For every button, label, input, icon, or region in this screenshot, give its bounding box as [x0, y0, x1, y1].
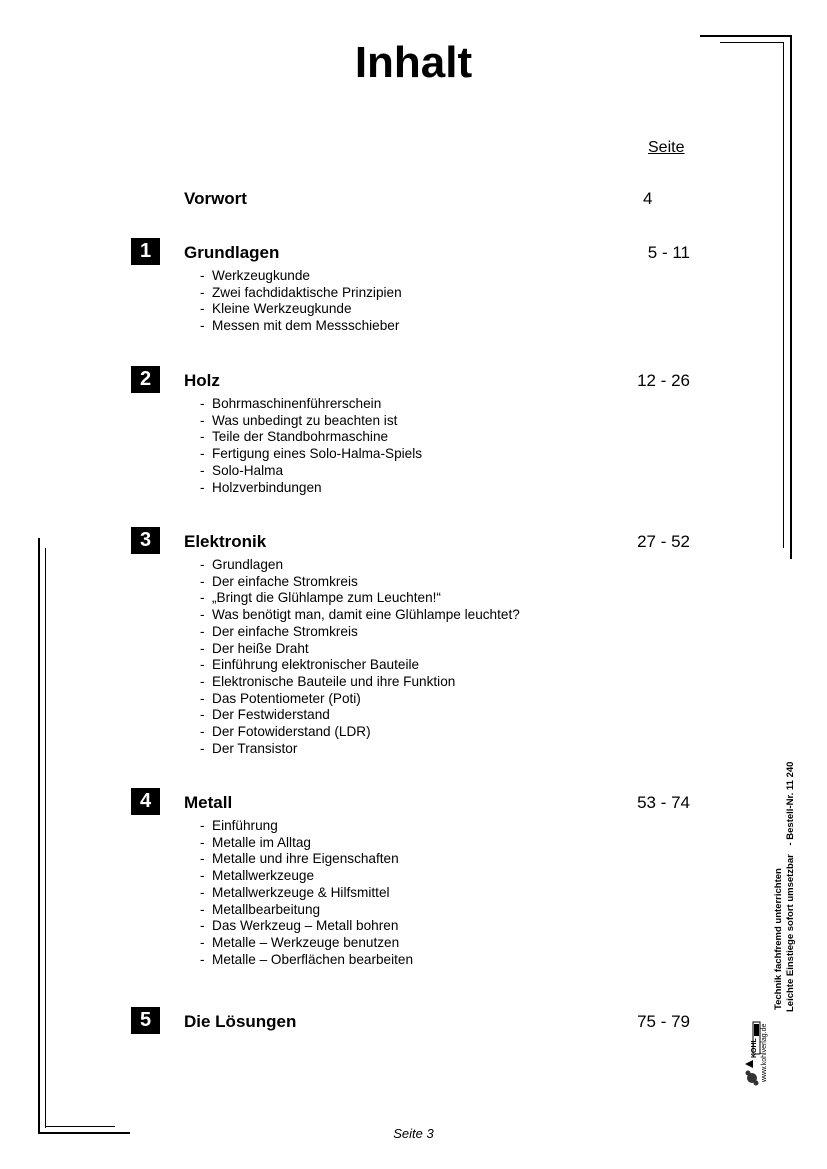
- list-item: - Metalle – Werkzeuge benutzen: [200, 934, 400, 950]
- frame-line-left-outer: [38, 538, 40, 1134]
- frame-line-top-inner: [720, 42, 784, 43]
- section-number-badge: 3: [131, 527, 160, 554]
- list-item: - Werkzeugkunde: [200, 268, 310, 283]
- list-item: - Der Fotowiderstand (LDR): [200, 724, 371, 740]
- section-title: Die Lösungen: [184, 1012, 297, 1031]
- list-item: - Der Festwiderstand: [200, 707, 330, 723]
- section-title: Holz: [184, 371, 220, 390]
- list-item: - Metallwerkzeuge & Hilfsmittel: [200, 884, 390, 900]
- list-item: - Einführung: [200, 818, 278, 833]
- section-number-badge: 5: [131, 1007, 160, 1034]
- list-item: - Der einfache Stromkreis: [200, 623, 358, 639]
- frame-line-right-inner: [783, 42, 784, 548]
- section-number-badge: 4: [131, 788, 160, 815]
- list-item: - Metalle – Oberflächen bearbeiten: [200, 951, 414, 967]
- imprint-line1: Technik fachfremd unterrichten: [773, 868, 784, 1010]
- list-item: - Der Transistor: [200, 740, 298, 756]
- order-number: - Bestell-Nr. 11 240: [785, 761, 796, 846]
- list-item: - Holzverbindungen: [200, 479, 322, 495]
- section-pages: 27 - 52: [637, 532, 690, 551]
- list-item: - „Bringt die Glühlampe zum Leuchten!“: [200, 590, 441, 606]
- publisher-name: KOHL: [751, 1038, 758, 1058]
- page-column-header: Seite: [648, 139, 685, 156]
- list-item: - Was benötigt man, damit eine Glühlampe leuchtet?: [200, 607, 520, 623]
- section-item-list: [200, 557, 520, 757]
- section-pages: 5 - 11: [647, 243, 690, 262]
- publisher-url: www.kohlverlag.de: [761, 1023, 768, 1082]
- frame-line-top-outer: [700, 35, 792, 37]
- list-item: - Das Werkzeug – Metall bohren: [200, 918, 399, 934]
- list-item: - Metalle im Alltag: [200, 834, 311, 850]
- list-item: - Teile der Standbohrmaschine: [200, 429, 389, 445]
- section-pages: 75 - 79: [637, 1012, 690, 1031]
- page-footer: Seite 3: [393, 1126, 434, 1141]
- list-item: - Messen mit dem Messschieber: [200, 318, 400, 334]
- section-pages: 53 - 74: [637, 793, 690, 812]
- list-item: - Zwei fachdidaktische Prinzipien: [200, 284, 402, 300]
- list-item: - Metallwerkzeuge: [200, 868, 314, 884]
- vorwort-title: Vorwort: [184, 189, 247, 208]
- section-pages: 12 - 26: [637, 371, 690, 390]
- list-item: - Metalle und ihre Eigenschaften: [200, 851, 399, 867]
- list-item: - Das Potentiometer (Poti): [200, 690, 361, 706]
- list-item: - Bohrmaschinenführerschein: [200, 396, 382, 411]
- list-item: - Solo-Halma: [200, 462, 284, 478]
- frame-line-right-outer: [790, 35, 792, 559]
- side-imprint-line2: Leichte Einstiege sofort umsetzbar - Bestell-Nr. 11 240: [785, 761, 796, 1012]
- list-item: - Was unbedingt zu beachten ist: [200, 412, 398, 428]
- list-item: - Metallbearbeitung: [200, 901, 321, 917]
- section-number-badge: 1: [131, 238, 160, 265]
- vorwort-page: 4: [643, 189, 653, 208]
- section-title: Grundlagen: [184, 243, 280, 262]
- publisher-logo: [742, 1020, 762, 1088]
- section-title: Metall: [184, 793, 233, 812]
- section-item-list: [200, 268, 402, 335]
- frame-line-left-inner: [45, 548, 46, 1128]
- list-item: - Kleine Werkzeugkunde: [200, 301, 352, 317]
- list-item: - Der einfache Stromkreis: [200, 573, 358, 589]
- section-item-list: [200, 396, 422, 496]
- list-item: - Elektronische Bauteile und ihre Funktion: [200, 673, 456, 689]
- section-item-list: [200, 818, 413, 968]
- section-number-badge: 2: [131, 366, 160, 393]
- list-item: - Einführung elektronischer Bauteile: [200, 657, 420, 673]
- list-item: - Grundlagen: [200, 557, 284, 572]
- section-title: Elektronik: [184, 532, 267, 551]
- side-imprint: [773, 868, 784, 1010]
- list-item: - Der heiße Draht: [200, 640, 309, 656]
- page-title: Inhalt: [354, 38, 473, 87]
- list-item: - Fertigung eines Solo-Halma-Spiels: [200, 446, 423, 462]
